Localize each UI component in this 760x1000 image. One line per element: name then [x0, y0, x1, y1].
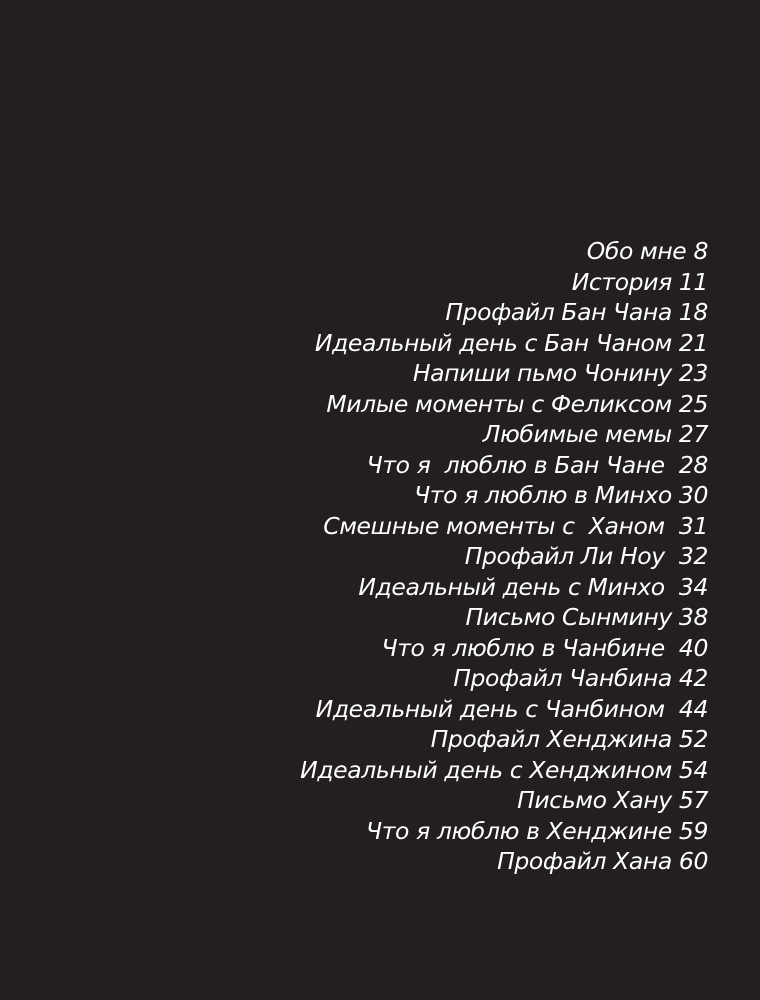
- table-of-contents: [300, 236, 708, 877]
- toc-entry-profile-bang-chan: Профайл Бан Чана 18: [445, 298, 708, 326]
- toc-entry-letter-han: Письмо Хану 57: [517, 786, 708, 814]
- toc-entry-funny-moments-han: Смешные моменты с Ханом 31: [323, 511, 708, 540]
- toc-entry-favorite-memes: Любимые мемы 27: [482, 420, 708, 448]
- toc-entry-cute-moments-felix: Милые моменты с Феликсом 25: [326, 389, 708, 418]
- toc-entry-ideal-day-minho: Идеальный день с Минхо 34: [358, 572, 708, 601]
- toc-entry-about-me: Обо мне 8: [586, 237, 708, 265]
- toc-entry-ideal-day-hyunjin: Идеальный день с Хенджином 54: [300, 755, 708, 784]
- toc-entry-ideal-day-bang-chan: Идеальный день с Бан Чаном 21: [314, 328, 708, 357]
- toc-entry-history: История 11: [571, 267, 708, 296]
- toc-entry-profile-changbin: Профайл Чанбина 42: [453, 664, 708, 692]
- toc-entry-profile-han: Профайл Хана 60: [497, 847, 708, 875]
- toc-entry-profile-hyunjin: Профайл Хенджина 52: [430, 725, 708, 753]
- toc-entry-love-bang-chan: Что я люблю в Бан Чане 28: [366, 450, 708, 479]
- toc-entry-love-changbin: Что я люблю в Чанбине 40: [381, 633, 708, 662]
- toc-entry-profile-lee-know: Профайл Ли Ноу 32: [464, 542, 708, 570]
- toc-entry-letter-jeongin: Напиши пьмо Чонину 23: [412, 359, 708, 387]
- toc-entry-ideal-day-changbin: Идеальный день с Чанбином 44: [315, 694, 708, 723]
- toc-entry-love-minho: Что я люблю в Минхо 30: [414, 481, 708, 509]
- toc-entry-letter-seungmin: Письмо Сынмину 38: [465, 603, 708, 631]
- toc-entry-love-hyunjin: Что я люблю в Хенджине 59: [366, 816, 708, 845]
